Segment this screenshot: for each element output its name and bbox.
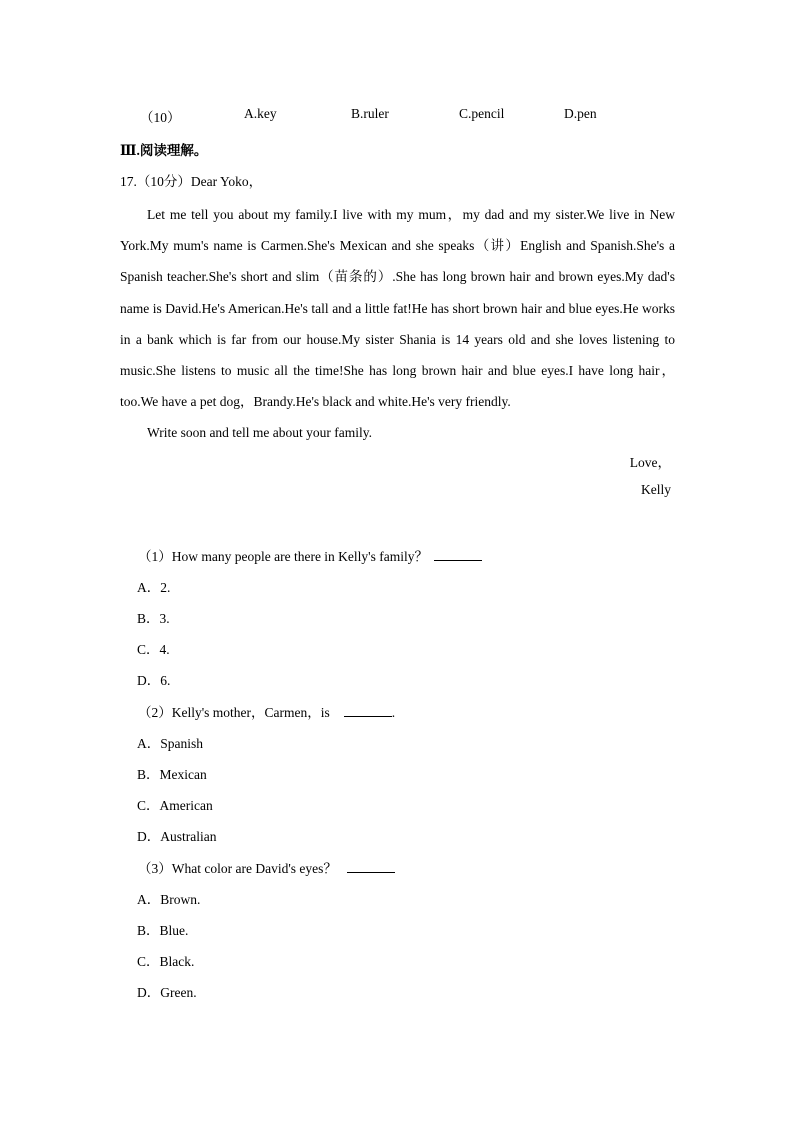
answer-blank — [347, 860, 395, 873]
passage-paragraph-2: Write soon and tell me about your family. — [147, 425, 373, 441]
sub-question-2-stem: （2）Kelly's mother，Carmen，is — [138, 705, 330, 720]
choice-3a: A．Brown. — [137, 892, 201, 907]
question-17-header: 17.（10分）Dear Yoko， — [120, 174, 263, 189]
question-10-number: （10） — [140, 110, 181, 125]
choice-3d: D．Green. — [137, 985, 197, 1000]
choice-3c: C．Black. — [137, 954, 195, 969]
choice-1a: A．2. — [137, 580, 171, 595]
answer-blank — [344, 704, 392, 717]
sub-question-3-stem: （3）What color are David's eyes？ — [138, 861, 337, 876]
choice-1d: D．6. — [137, 673, 171, 688]
choice-2b: B．Mexican — [137, 767, 207, 782]
sub-question-1-stem: （1）How many people are there in Kelly's family？ — [138, 549, 428, 564]
sub-question-2 — [138, 701, 395, 721]
choice-1c: C．4. — [137, 642, 170, 657]
reading-passage — [120, 199, 675, 449]
option-a: A.key — [244, 106, 277, 121]
sub-question-1 — [138, 545, 482, 565]
sub-question-3 — [138, 857, 395, 877]
choice-2c: C．American — [137, 798, 213, 813]
option-d: D.pen — [564, 106, 597, 121]
sub-question-2-suffix: . — [391, 705, 396, 720]
option-c: C.pencil — [459, 106, 505, 121]
choice-2a: A．Spanish — [137, 736, 204, 751]
letter-closing: Love， — [629, 455, 671, 470]
letter-signature: Kelly — [641, 482, 671, 497]
choice-1b: B．3. — [137, 611, 170, 626]
choice-3b: B．Blue. — [137, 923, 189, 938]
choice-2d: D．Australian — [137, 829, 217, 844]
option-b: B.ruler — [351, 106, 389, 121]
section-heading: Ⅲ.阅读理解。 — [120, 143, 208, 158]
answer-blank — [434, 548, 482, 561]
passage-paragraph-1: Let me tell you about my family.I live with my mum，my dad and my sister.We live in New York.My mum's name is Carmen.She's Mexican and she speaks（讲）English and Spanish.She's a Spanish teacher.She's short and slim（苗条的）.She has long brown hair and brown eyes.My dad's name is David.He's American.He's tall and a little fat!He has short brown hair and blue eyes.He works in a bank which is far from our house.My sister Shania is 14 years old and she loves listening to music.She listens to music all the time!She has long brown hair and blue eyes.I have long hair，too.We have a pet dog，Brandy.He's black and white.He's very friendly. — [120, 207, 675, 410]
